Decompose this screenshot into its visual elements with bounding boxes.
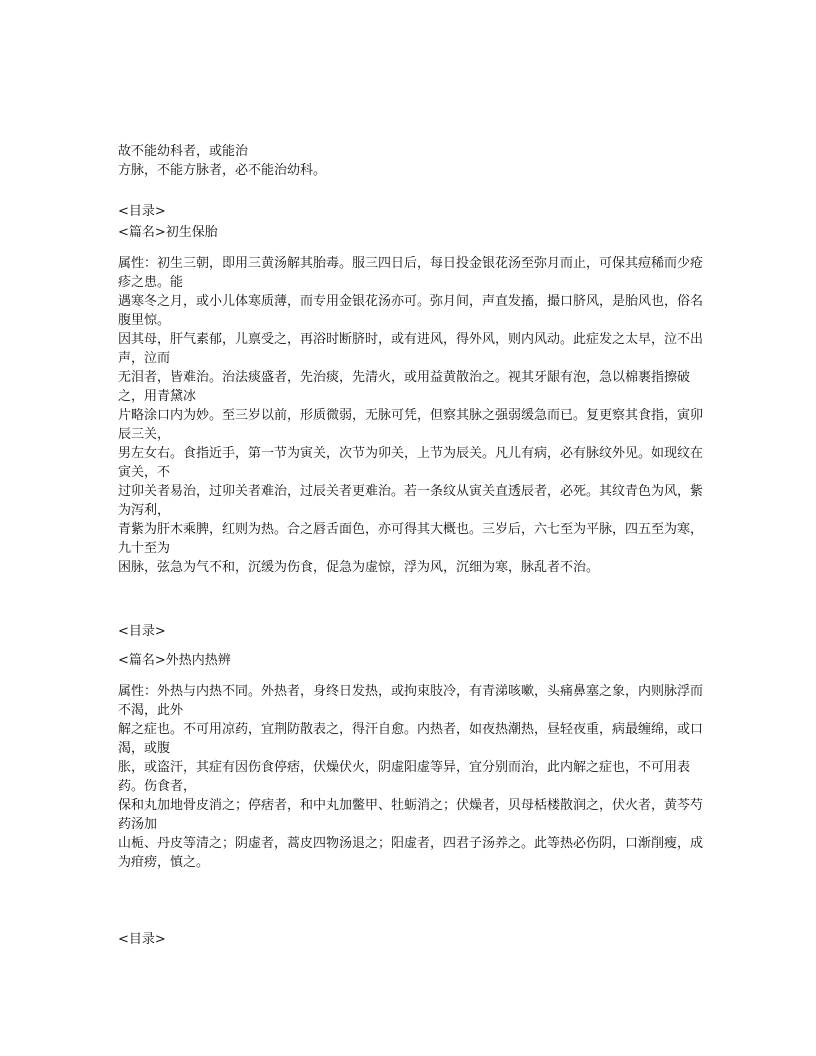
text-line: 保和丸加地骨皮消之；停痞者，和中丸加鳖甲、牡蛎消之；伏燥者，贝母栝楼散润之，伏火者，黄芩芍药汤加 <box>118 798 704 832</box>
section-title-1 <box>118 223 710 242</box>
section-title-2 <box>118 651 710 670</box>
text-line: 无泪者，皆难治。治法痰盛者，先治痰，先清火，或用益黄散治之。视其牙龈有泡，急以棉裹指擦破之，用青黛冰 <box>118 370 691 404</box>
toc-label[interactable]: <目录> <box>118 204 166 219</box>
text-line: 青紫为肝木乘脾，红则为热。合之唇舌面色，亦可得其大概也。三岁后，六七至为平脉，四五至为寒，九十至为 <box>118 522 704 556</box>
section-title: <篇名>外热内热辨 <box>118 653 231 668</box>
text-line: 过卯关者易治，过卯关者难治，过辰关者更难治。若一条纹从寅关直透辰者，必死。其纹青色为风，紫为泻利， <box>118 484 704 518</box>
toc-label[interactable]: <目录> <box>118 624 166 639</box>
text-line: 遇寒冬之月，或小儿体寒质薄，而专用金银花汤亦可。弥月间，声直发搐，撮口脐风，是胎风也，俗名腹里惊。 <box>118 294 704 328</box>
toc-label[interactable]: <目录> <box>118 932 166 947</box>
text-line: 属性：外热与内热不同。外热者，身终日发热，或拘束肢冷，有青涕咳嗽，头痛鼻塞之象，内则脉浮而不渴，此外 <box>118 684 704 718</box>
text-line: 胀，或盗汗，其症有因伤食停痞，伏燥伏火，阴虚阳虚等异，宜分别而治，此内解之症也，不可用表药。伤食者， <box>118 760 691 794</box>
text-line: 故不能幼科者，或能治 <box>118 144 249 159</box>
toc-link-2[interactable] <box>118 622 710 641</box>
text-line: 山栀、丹皮等清之；阴虚者，蒿皮四物汤退之；阳虚者，四君子汤养之。此等热必伤阴，口渐削瘦，成为疳痨，慎之。 <box>118 836 704 870</box>
toc-link-1[interactable] <box>118 202 710 221</box>
toc-link-3[interactable] <box>118 930 710 949</box>
section-body-2 <box>118 682 710 872</box>
text-line: 解之症也。不可用凉药，宜荆防散表之，得汗自愈。内热者，如夜热潮热，昼轻夜重，病最缠绵，或口渴，或腹 <box>118 722 704 756</box>
text-line: 困脉，弦急为气不和，沉缓为伤食，促急为虚惊，浮为风，沉细为寒，脉乱者不治。 <box>118 560 600 575</box>
section-body-1 <box>118 254 710 577</box>
intro-text <box>118 142 710 180</box>
text-line: 方脉，不能方脉者，必不能治幼科。 <box>118 163 327 178</box>
text-line: 片略涂口内为妙。至三岁以前，形质微弱，无脉可凭，但察其脉之强弱缓急而已。复更察其食指，寅卯辰三关， <box>118 408 704 442</box>
text-line: 属性：初生三朝，即用三黄汤解其胎毒。服三四日后，每日投金银花汤至弥月而止，可保其痘稀而少疮疹之患。能 <box>118 256 704 290</box>
text-line: 因其母，肝气素郁，儿禀受之，再浴时断脐时，或有进风，得外风，则内风动。此症发之太早，泣不出声，泣而 <box>118 332 704 366</box>
section-title: <篇名>初生保胎 <box>118 225 218 240</box>
text-line: 男左女右。食指近手，第一节为寅关，次节为卯关，上节为辰关。凡儿有病，必有脉纹外见。如现纹在寅关，不 <box>118 446 704 480</box>
